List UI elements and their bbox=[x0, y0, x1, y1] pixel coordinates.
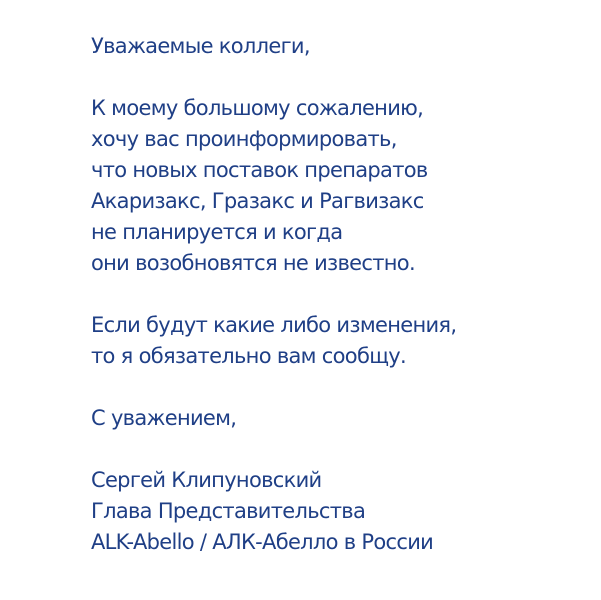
paragraph-1-line: не планируется и когда bbox=[91, 220, 343, 244]
paragraph-gap bbox=[91, 279, 591, 310]
paragraph-2-line: то я обязательно вам сообщу. bbox=[91, 344, 406, 368]
paragraph-gap bbox=[91, 62, 591, 93]
paragraph-1 bbox=[91, 93, 591, 279]
paragraph-2-line: Если будут какие либо изменения, bbox=[91, 313, 457, 337]
paragraph-1-line: они возобновятся не известно. bbox=[91, 251, 415, 275]
paragraph-1-line: Акаризакс, Гразакс и Рагвизакс bbox=[91, 189, 424, 213]
signature-company: ALK-Abello / АЛК-Абелло в России bbox=[91, 530, 434, 554]
letter-body bbox=[91, 31, 591, 558]
paragraph-1-line: что новых поставок препаратов bbox=[91, 158, 428, 182]
signature-position: Глава Представительства bbox=[91, 499, 366, 523]
paragraph-1-line: К моему большому сожалению, bbox=[91, 96, 424, 120]
paragraph-1-line: хочу вас проинформировать, bbox=[91, 127, 397, 151]
signature-name: Сергей Клипуновский bbox=[91, 468, 322, 492]
signature bbox=[91, 465, 591, 558]
greeting: Уважаемые коллеги, bbox=[91, 34, 310, 58]
paragraph-gap bbox=[91, 434, 591, 465]
paragraph-2 bbox=[91, 310, 591, 372]
closing: С уважением, bbox=[91, 406, 237, 430]
paragraph-gap bbox=[91, 372, 591, 403]
